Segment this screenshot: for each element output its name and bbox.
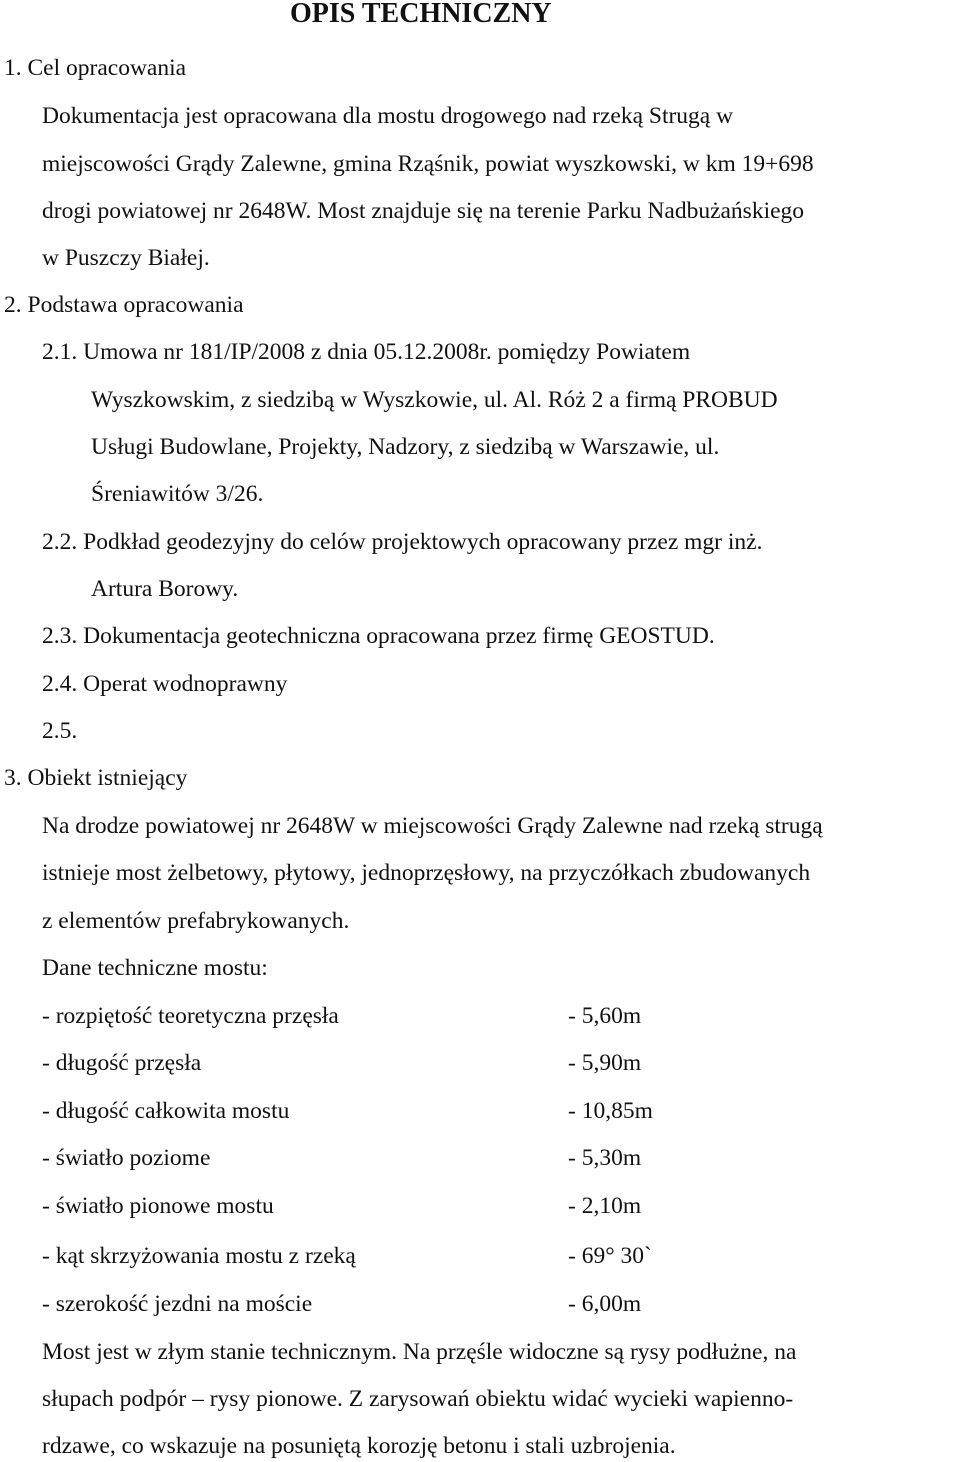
closing-line: Most jest w złym stanie technicznym. Na przęśle widoczne są rysy podłużne, na — [42, 1339, 797, 1365]
section-1-heading: 1. Cel opracowania — [4, 55, 187, 81]
spec-label: - długość całkowita mostu — [42, 1098, 290, 1124]
spec-value: - 10,85m — [568, 1098, 653, 1124]
section-3-heading: 3. Obiekt istniejący — [4, 765, 188, 791]
section-3-line: Na drodze powiatowej nr 2648W w miejscowości Grądy Zalewne nad rzeką strugą — [42, 813, 823, 839]
section-2-item-1-line: 2.1. Umowa nr 181/IP/2008 z dnia 05.12.2008r. pomiędzy Powiatem — [42, 339, 691, 365]
section-2-item-1-line: Wyszkowskim, z siedzibą w Wyszkowie, ul. Al. Róż 2 a firmą PROBUD — [91, 387, 778, 413]
spec-label: - rozpiętość teoretyczna przęsła — [42, 1003, 339, 1029]
spec-value: - 5,30m — [568, 1145, 642, 1171]
section-3-line: istnieje most żelbetowy, płytowy, jednoprzęsłowy, na przyczółkach zbudowanych — [42, 860, 811, 886]
section-2-item-1-line: Usługi Budowlane, Projekty, Nadzory, z siedzibą w Warszawie, ul. — [91, 434, 720, 460]
tech-data-heading: Dane techniczne mostu: — [42, 955, 268, 981]
section-2-heading: 2. Podstawa opracowania — [4, 292, 244, 318]
spec-label: - szerokość jezdni na moście — [42, 1291, 313, 1317]
section-1-line: miejscowości Grądy Zalewne, gmina Rząśnik, powiat wyszkowski, w km 19+698 — [42, 151, 814, 177]
spec-label: - światło pionowe mostu — [42, 1193, 274, 1219]
spec-label: - światło poziome — [42, 1145, 211, 1171]
spec-value: - 5,60m — [568, 1003, 642, 1029]
section-2-item-1-line: Śreniawitów 3/26. — [91, 481, 264, 507]
section-2-item-4: 2.4. Operat wodnoprawny — [42, 671, 288, 697]
spec-value: - 69° 30` — [568, 1243, 652, 1269]
spec-value: - 5,90m — [568, 1050, 642, 1076]
closing-line: rdzawe, co wskazuje na posuniętą korozję betonu i stali uzbrojenia. — [42, 1433, 676, 1459]
section-3-line: z elementów prefabrykowanych. — [42, 908, 350, 934]
section-2-item-3: 2.3. Dokumentacja geotechniczna opracowana przez firmę GEOSTUD. — [42, 623, 715, 649]
section-2-item-2-line: Artura Borowy. — [91, 576, 239, 602]
section-2-item-5: 2.5. — [42, 718, 78, 744]
section-1-line: Dokumentacja jest opracowana dla mostu drogowego nad rzeką Strugą w — [42, 103, 734, 129]
spec-label: - długość przęsła — [42, 1050, 202, 1076]
section-1-line: drogi powiatowej nr 2648W. Most znajduje się na terenie Parku Nadbużańskiego — [42, 198, 805, 224]
section-2-item-2-line: 2.2. Podkład geodezyjny do celów projektowych opracowany przez mgr inż. — [42, 529, 763, 555]
section-1-line: w Puszczy Białej. — [42, 245, 210, 271]
spec-value: - 6,00m — [568, 1291, 642, 1317]
spec-label: - kąt skrzyżowania mostu z rzeką — [42, 1243, 356, 1269]
spec-value: - 2,10m — [568, 1193, 642, 1219]
closing-line: słupach podpór – rysy pionowe. Z zarysowań obiektu widać wycieki wapienno- — [42, 1386, 794, 1412]
document-title: OPIS TECHNICZNY — [290, 0, 552, 29]
